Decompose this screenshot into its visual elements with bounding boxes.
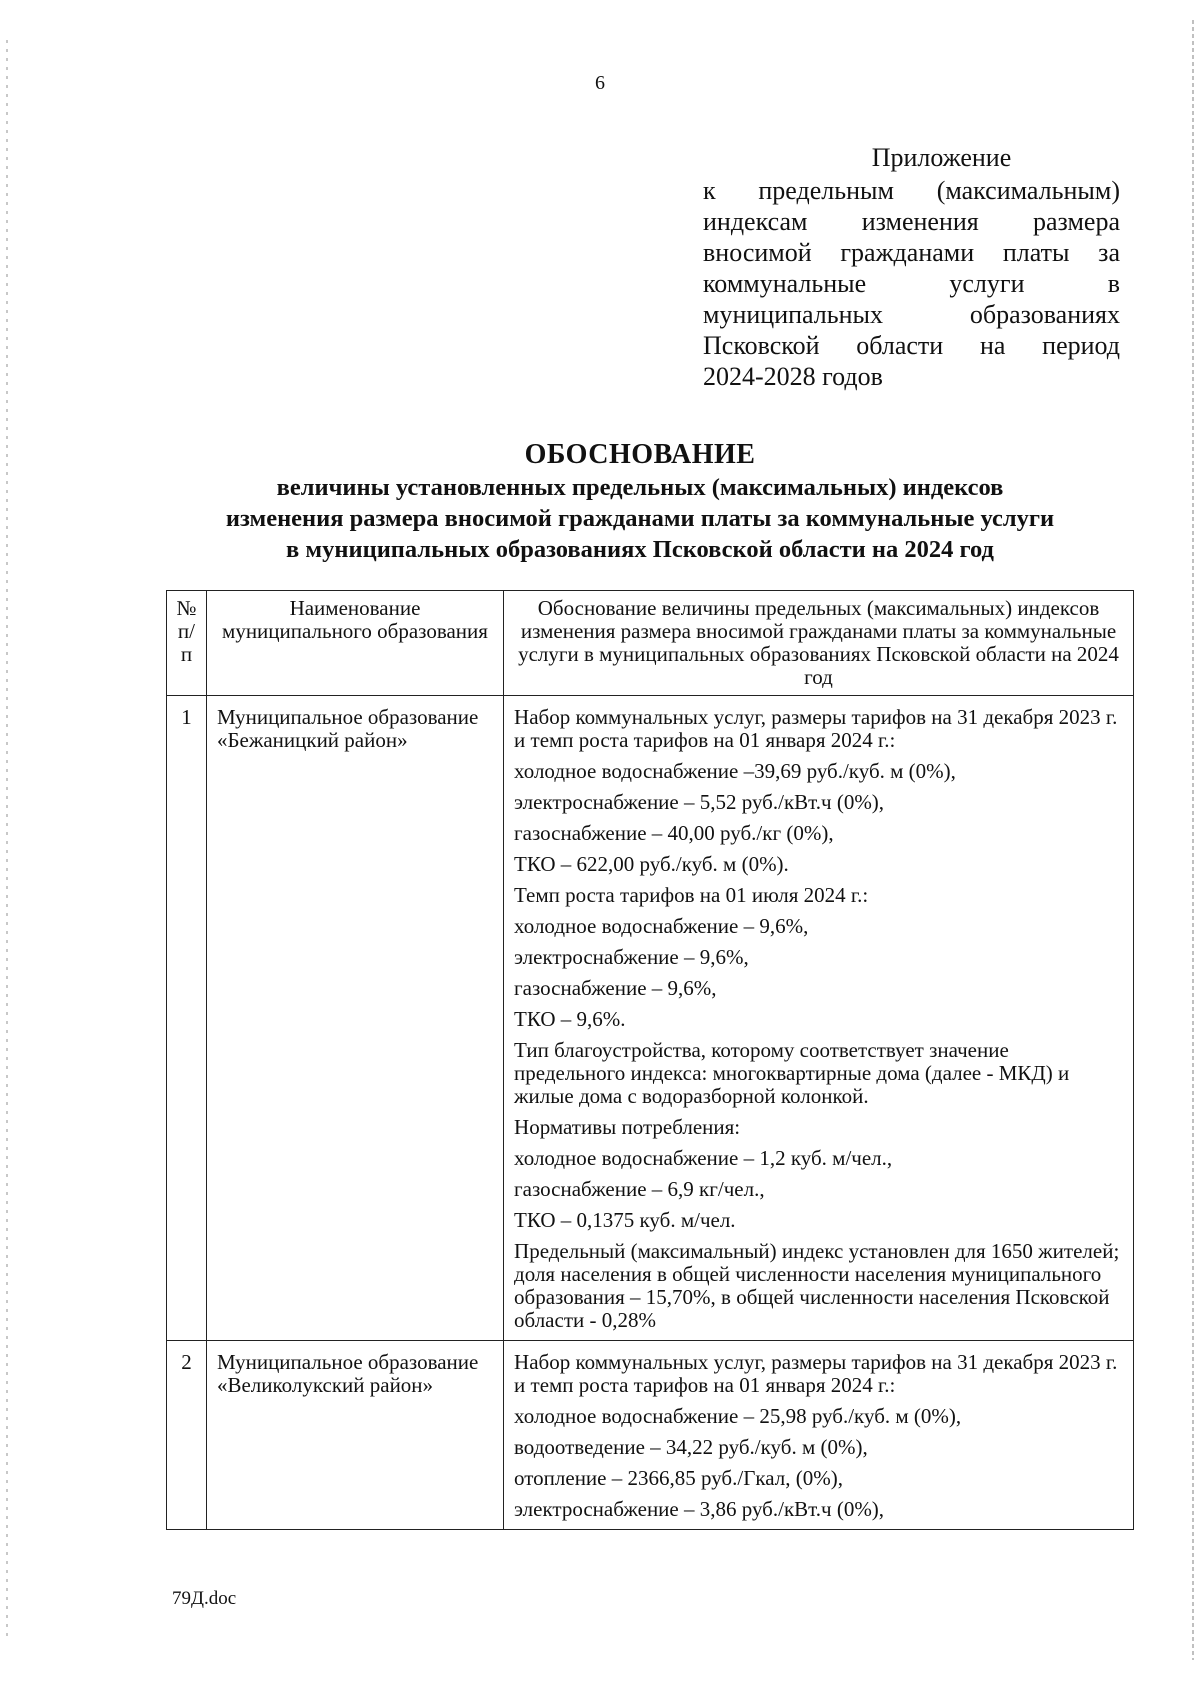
justification-paragraph: электроснабжение – 9,6%, bbox=[514, 945, 749, 969]
justification-paragraph: Набор коммунальных услуг, размеры тарифов на 31 декабря 2023 г. и темп роста тарифов на 01 января 2024 г.: bbox=[514, 705, 1118, 752]
municipality-name: Муниципальное образование «Бежаницкий район» bbox=[216, 705, 479, 752]
header-justification: Обоснование величины предельных (максимальных) индексов изменения размера вносимой гражданами платы за коммунальные услуги в муниципальных образованиях Псковской области на 2024 год bbox=[504, 591, 1134, 696]
justification-paragraph: ТКО – 622,00 руб./куб. м (0%). bbox=[514, 852, 789, 876]
justification-paragraph: Темп роста тарифов на 01 июля 2024 г.: bbox=[514, 883, 869, 907]
row-justification-cell bbox=[504, 696, 1134, 1341]
justification-paragraph: водоотведение – 34,22 руб./куб. м (0%), bbox=[514, 1435, 868, 1459]
heading-line-2: изменения размера вносимой гражданами платы за коммунальные услуги bbox=[225, 505, 1055, 532]
row-name-cell bbox=[206, 696, 503, 1341]
appendix-title: Приложение bbox=[871, 143, 1012, 172]
appendix-block bbox=[703, 142, 1120, 392]
justification-paragraph: ТКО – 0,1375 куб. м/чел. bbox=[514, 1208, 736, 1232]
footer-filename: 79Д.doc bbox=[172, 1588, 237, 1609]
row-num-cell bbox=[167, 696, 207, 1341]
scan-edge-left bbox=[6, 40, 8, 1640]
justification-paragraph: газоснабжение – 6,9 кг/чел., bbox=[514, 1177, 765, 1201]
heading-line-1: величины установленных предельных (максимальных) индексов bbox=[276, 474, 1004, 501]
appendix-last-line: 2024-2028 годов bbox=[703, 362, 883, 391]
header-num: № п/п bbox=[167, 591, 207, 696]
justification-paragraph: Набор коммунальных услуг, размеры тарифов на 31 декабря 2023 г. и темп роста тарифов на 01 января 2024 г.: bbox=[514, 1350, 1118, 1397]
row-num: 1 bbox=[181, 705, 192, 729]
heading-line-3: в муниципальных образованиях Псковской области на 2024 год bbox=[286, 536, 994, 563]
justification-table bbox=[166, 590, 1134, 1530]
justification-paragraph: Нормативы потребления: bbox=[514, 1115, 741, 1139]
row-name-cell bbox=[206, 1341, 503, 1530]
municipality-name: Муниципальное образование «Великолукский район» bbox=[216, 1350, 479, 1397]
justification-paragraph: холодное водоснабжение – 9,6%, bbox=[514, 914, 809, 938]
justification-paragraph: электроснабжение – 5,52 руб./кВт.ч (0%), bbox=[514, 790, 885, 814]
justification-paragraph: холодное водоснабжение –39,69 руб./куб. м (0%), bbox=[514, 759, 956, 783]
justification-paragraph: Предельный (максимальный) индекс установлен для 1650 жителей; доля населения в общей численности населения муниципального образования – 15,70%, в общей численности населения Псковской области - 0,28% bbox=[514, 1239, 1120, 1332]
justification-paragraph: холодное водоснабжение – 25,98 руб./куб. м (0%), bbox=[514, 1404, 962, 1428]
justification-paragraph: Тип благоустройства, которому соответствует значение предельного индекса: многоквартирные дома (далее - МКД) и жилые дома с водоразборной колонкой. bbox=[514, 1038, 1070, 1108]
table-header-row bbox=[167, 591, 1134, 696]
row-num: 2 bbox=[181, 1350, 192, 1374]
row-num-cell bbox=[167, 1341, 207, 1530]
table-row bbox=[167, 696, 1134, 1341]
justification-paragraph: холодное водоснабжение – 1,2 куб. м/чел., bbox=[514, 1146, 893, 1170]
header-name: Наименование муниципального образования bbox=[206, 591, 503, 696]
heading-title: ОБОСНОВАНИЕ bbox=[524, 439, 756, 470]
justification-paragraph: электроснабжение – 3,86 руб./кВт.ч (0%), bbox=[514, 1497, 885, 1521]
justification-paragraph: газоснабжение – 40,00 руб./кг (0%), bbox=[514, 821, 834, 845]
scan-edge-right bbox=[1192, 20, 1194, 1660]
row-justification-cell bbox=[504, 1341, 1134, 1530]
table-row bbox=[167, 1341, 1134, 1530]
justification-paragraph: ТКО – 9,6%. bbox=[514, 1007, 626, 1031]
appendix-text: к предельным (максимальным) индексам изменения размера вносимой гражданами платы за коммунальные услуги в муниципальных образованиях Псковской области на период bbox=[703, 176, 1120, 360]
justification-paragraph: газоснабжение – 9,6%, bbox=[514, 976, 717, 1000]
appendix-body bbox=[703, 175, 1120, 392]
page-number: 6 bbox=[595, 72, 605, 94]
document-heading bbox=[150, 438, 1130, 565]
justification-paragraph: отопление – 2366,85 руб./Гкал, (0%), bbox=[514, 1466, 843, 1490]
